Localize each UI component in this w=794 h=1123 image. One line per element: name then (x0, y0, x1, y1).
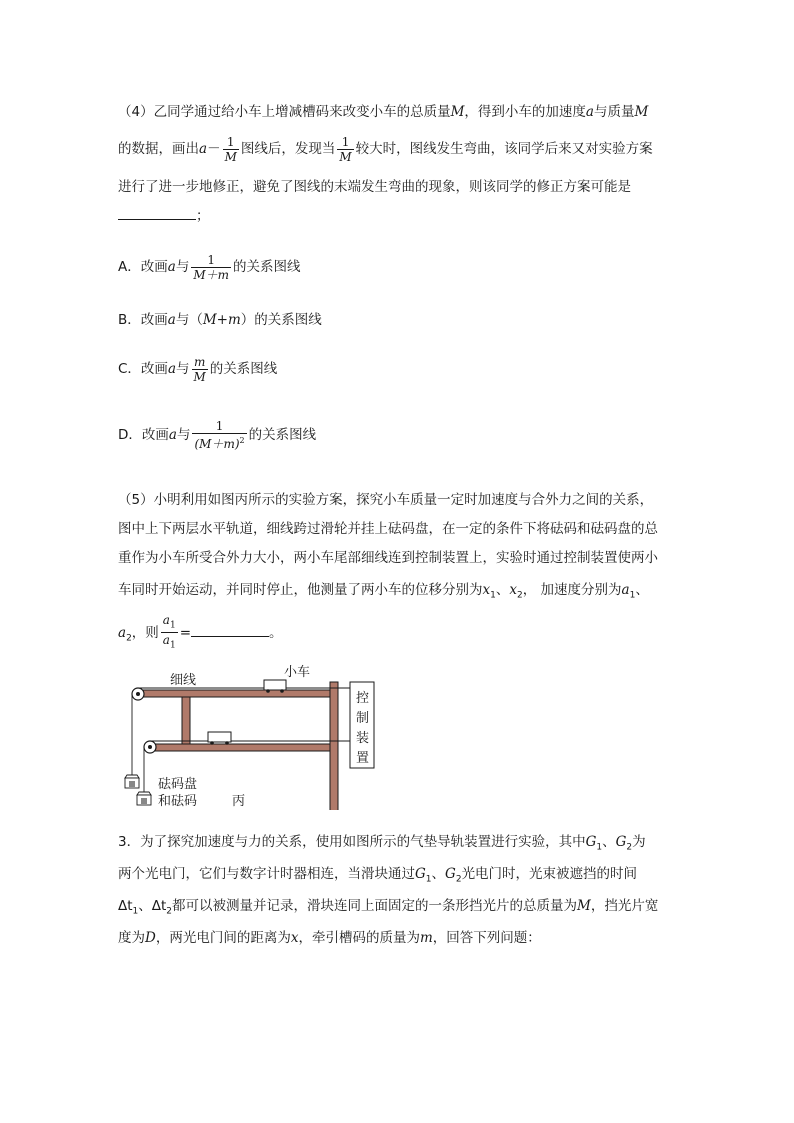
subscript: 1 (490, 590, 496, 601)
subscript: 2 (126, 633, 132, 644)
q3-line1 (118, 832, 646, 858)
frac-num: 1 (341, 134, 350, 149)
var-a: a (162, 633, 170, 648)
q5-line1: （5）小明利用如图丙所示的实验方案，探究小车质量一定时加速度与合外力之间的关系， (118, 492, 654, 508)
lower-cart (208, 732, 231, 745)
subscript: 2 (516, 590, 523, 601)
var-dt: Δt (151, 898, 167, 914)
option-label: C．改画 (118, 361, 168, 377)
q3-text: 、 (431, 866, 446, 882)
q4-line3: 进行了进一步地修正，避免了图线的末端发生弯曲的现象，则该同学的修正方案可能是 (118, 179, 631, 195)
figure-bing-diagram (118, 660, 388, 810)
option-text: 与 (176, 427, 191, 443)
q4-text: 图线后，发现当 (240, 141, 336, 157)
q3-text: 都可以被测量并记录，滑块连同上面固定的一条形挡光片的总质量为 (172, 898, 578, 914)
var-x: x (482, 582, 491, 598)
option-c (118, 352, 277, 386)
pulley-axle (136, 692, 140, 696)
figure-label: 丙 (232, 794, 246, 809)
fraction (191, 253, 231, 282)
fraction-1-over-M (337, 135, 353, 164)
frac-num (161, 613, 178, 632)
var-a: a (162, 613, 170, 627)
var-G: G (415, 866, 426, 882)
frac-den: M (339, 149, 352, 164)
fraction-a-ratio (161, 613, 178, 653)
q3-text: 为 (632, 834, 646, 850)
q3-text: 3．为了探究加速度与力的关系，使用如图所示的气垫导轨装置进行实验，其中 (118, 834, 586, 850)
frac-den: M (224, 149, 237, 164)
option-label: A．改画 (118, 259, 168, 275)
frac-num: m (193, 354, 206, 369)
lower-weight-pan (137, 792, 151, 805)
pulley-axle (148, 745, 152, 749)
var-M: M (634, 104, 649, 120)
frac-num: 1 (215, 419, 224, 433)
q4-text: （4）乙同学通过给小车上增减槽码来改变小车的总质量 (118, 104, 451, 120)
control-label-1: 控 (356, 691, 370, 706)
option-d (118, 418, 316, 452)
var-m: m (419, 930, 433, 946)
cart-label: 小车 (284, 665, 311, 680)
subscript: 2 (626, 842, 633, 853)
q5-line3: 重作为小车所受合外力大小，两小车尾部细线连到控制装置上，实验时通过控制装置使两小 (118, 550, 658, 566)
var-G: G (445, 866, 456, 882)
q5-line4 (118, 580, 649, 606)
subscript: 1 (169, 620, 176, 631)
q3-text: 光电门时，光束被遮挡的时间 (461, 866, 638, 882)
subscript: 2 (166, 906, 173, 917)
q5-text: 车同时开始运动，并同时停止，他测量了两小车的位移分别为 (118, 582, 483, 598)
q3-text: ，两光电门间的距离为 (155, 930, 291, 946)
option-text: ）的关系图线 (240, 312, 322, 328)
var-G: G (615, 834, 627, 850)
var-a: a (167, 259, 176, 275)
lower-rail (154, 744, 338, 751)
q3-text: 度为 (118, 930, 145, 946)
q4-text: ； (196, 208, 210, 224)
control-label-2: 制 (356, 711, 370, 726)
subscript: 1 (629, 590, 636, 601)
frac-den: M (193, 369, 206, 384)
control-label-4: 置 (356, 751, 370, 766)
frac-den (161, 632, 178, 652)
option-text: 的关系图线 (209, 361, 278, 377)
q3-text: 、 (602, 834, 616, 850)
var-a: a (168, 427, 177, 443)
fraction (192, 419, 246, 451)
var-M: M (450, 104, 465, 120)
option-text: 与 (175, 259, 190, 275)
q4-text: ，得到小车的加速度 (464, 104, 586, 120)
var-x: x (509, 582, 517, 598)
var-a: a (167, 361, 176, 377)
option-b (118, 310, 322, 330)
frac-den-expr: (M＋m) (194, 437, 240, 451)
q5-line2: 图中上下两层水平轨道，细线跨过滑轮并挂上砝码盘，在一定的条件下将砝码和砝码盘的总 (118, 521, 658, 537)
frac-num: 1 (226, 134, 235, 149)
var-a: a (585, 104, 594, 120)
upper-weight-pan (125, 775, 139, 788)
var-M: M (577, 898, 591, 914)
q3-line3 (118, 896, 658, 922)
q4-text: 与质量 (593, 104, 635, 120)
q3-text: 、 (138, 898, 152, 914)
var-G: G (585, 834, 597, 850)
var-a: a (199, 141, 208, 157)
option-text: 与 (176, 361, 190, 377)
var-a: a (167, 312, 176, 328)
var-dt: Δt (118, 898, 133, 914)
q5-text: 。 (269, 624, 283, 641)
var-a: a (118, 624, 127, 641)
option-text: 的关系图线 (248, 427, 317, 443)
upper-rail (142, 690, 338, 697)
q3-text: ，回答下列问题： (432, 930, 541, 946)
subscript: 1 (132, 906, 139, 917)
subscript: 1 (169, 640, 176, 651)
var-a: a (621, 582, 630, 598)
equals-sign: = (179, 624, 191, 641)
q5-text: ，则 (131, 624, 159, 641)
frac-den (192, 433, 246, 451)
pan-label-line2: 和砝码 (158, 794, 198, 809)
q4-line1 (118, 102, 648, 122)
option-a (118, 250, 300, 284)
option-text: 的关系图线 (232, 259, 301, 275)
q5-text: 、 (635, 582, 649, 598)
answer-blank[interactable] (118, 219, 196, 220)
var-D: D (145, 930, 156, 946)
q5-line5 (118, 613, 283, 656)
pan-label-line1: 砝码盘 (158, 777, 198, 792)
exponent: 2 (239, 436, 245, 445)
option-label: D．改画 (118, 427, 169, 443)
fraction-1-over-M (223, 135, 239, 164)
thread-label: 细线 (170, 673, 197, 688)
q5-text: 、 (495, 582, 510, 598)
frac-num: 1 (207, 252, 215, 267)
var-x: x (290, 930, 299, 946)
q4-text: 较大时，图线发生弯曲，该同学后来又对实验方案 (355, 141, 653, 157)
subscript: 2 (455, 874, 462, 885)
q3-text: 两个光电门，它们与数字计时器相连，当滑块通过 (118, 866, 415, 882)
q3-line2 (118, 864, 637, 890)
expr: M+m (202, 312, 241, 328)
q4-line4 (118, 206, 210, 226)
minus-sign: － (207, 141, 221, 157)
control-label-3: 装 (356, 731, 370, 746)
q4-line2 (118, 132, 653, 166)
right-post (330, 682, 338, 810)
q4-text: 的数据，画出 (118, 141, 199, 157)
option-text: 与（ (175, 312, 203, 328)
option-label: B．改画 (118, 312, 168, 328)
frac-den: M＋m (193, 267, 229, 282)
answer-blank[interactable] (191, 636, 269, 637)
fraction (192, 355, 208, 384)
q3-text: ，挡光片宽 (590, 898, 659, 914)
q5-text: ， 加速度分别为 (522, 582, 622, 598)
q3-line4 (118, 928, 541, 948)
subscript: 1 (425, 874, 432, 885)
rail-support (182, 697, 190, 744)
q3-text: ，牵引槽码的质量为 (298, 930, 420, 946)
subscript: 1 (596, 842, 603, 853)
